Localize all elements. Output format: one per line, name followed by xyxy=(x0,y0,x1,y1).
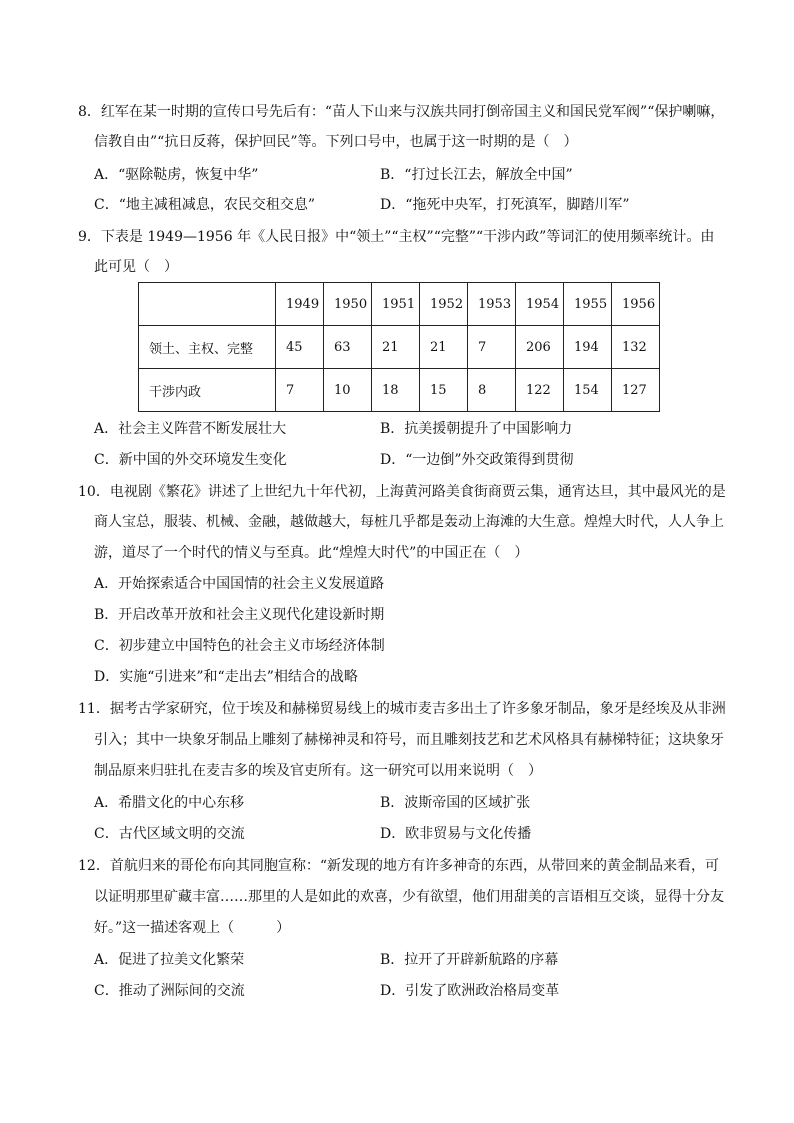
table-cell: 21 xyxy=(372,326,420,369)
table-cell: 122 xyxy=(516,369,564,412)
table-cell: 8 xyxy=(468,369,516,412)
q9-option-a: A．社会主义阵营不断发展壮大 xyxy=(94,421,287,437)
q11-option-c: C．古代区域文明的交流 xyxy=(94,826,245,842)
table-cell: 206 xyxy=(516,326,564,369)
q11-stem-line1: 11．据考古学家研究，位于埃及和赫梯贸易线上的城市麦吉多出土了许多象牙制品，象牙是经埃及从非洲 xyxy=(78,701,726,717)
q8-option-d: D．“拖死中央军，打死滇军，脚踏川军” xyxy=(380,197,630,213)
q11-option-b: B．波斯帝国的区域扩张 xyxy=(380,795,531,811)
table-cell: 15 xyxy=(420,369,468,412)
q8-stem-line1: 8．红军在某一时期的宣传口号先后有：“苗人下山来与汉族共同打倒帝国主义和国民党军阀”“保护喇嘛， xyxy=(78,104,725,120)
q11-option-d: D．欧非贸易与文化传播 xyxy=(380,826,532,842)
q10-option-c: C．初步建立中国特色的社会主义市场经济体制 xyxy=(94,638,385,654)
table-cell: 45 xyxy=(276,326,324,369)
q12-option-a: A．促进了拉美文化繁荣 xyxy=(94,952,245,968)
table-year: 1949 xyxy=(276,283,324,326)
table-year: 1956 xyxy=(612,283,660,326)
q12-option-d: D．引发了欧洲政治格局变革 xyxy=(380,983,560,999)
q8-stem-line2: 信教自由”“抗日反蒋，保护回民”等。下列口号中，也属于这一时期的是（ ） xyxy=(94,134,578,150)
q11-stem-line3: 制品原来归驻扎在麦吉多的埃及官吏所有。这一研究可以用来说明（ ） xyxy=(94,763,542,779)
q10-option-b: B．开启改革开放和社会主义现代化建设新时期 xyxy=(94,607,385,623)
table-cell: 127 xyxy=(612,369,660,412)
q8-option-b: B．“打过长江去，解放全中国” xyxy=(380,167,573,183)
table-header-row xyxy=(139,283,660,326)
table-year: 1952 xyxy=(420,283,468,326)
q12-option-b: B．拉开了开辟新航路的序幕 xyxy=(380,952,559,968)
table-cell: 194 xyxy=(564,326,612,369)
table-year: 1953 xyxy=(468,283,516,326)
q8-option-c: C．“地主减租减息，农民交租交息” xyxy=(94,197,316,213)
q9-stem-line1: 9．下表是 1949—1956 年《人民日报》中“领土”“主权”“完整”“干涉内政”等词汇的使用频率统计。由 xyxy=(78,229,715,245)
q12-option-c: C．推动了洲际间的交流 xyxy=(94,983,245,999)
q10-option-a: A．开始探索适合中国国情的社会主义发展道路 xyxy=(94,576,385,592)
q11-stem-line2: 引入；其中一块象牙制品上雕刻了赫梯神灵和符号，而且雕刻技艺和艺术风格具有赫梯特征；这块象牙 xyxy=(94,732,724,748)
q9-option-c: C．新中国的外交环境发生变化 xyxy=(94,452,287,468)
table-cell: 132 xyxy=(612,326,660,369)
q9-stem-line2: 此可见（ ） xyxy=(94,259,178,275)
q10-stem-line2: 商人宝总，服装、机械、金融，越做越大，每桩几乎都是轰动上海滩的大生意。煌煌大时代，人人争上 xyxy=(94,514,724,530)
q10-stem-line1: 10．电视剧《繁花》讲述了上世纪九十年代初，上海黄河路美食街商贾云集，通宵达旦，其中最风光的是 xyxy=(78,484,726,500)
table-header-blank xyxy=(139,283,276,326)
q11-option-a: A．希腊文化的中心东移 xyxy=(94,795,245,811)
table-cell: 18 xyxy=(372,369,420,412)
frequency-table xyxy=(138,282,660,412)
q10-option-d: D．实施“引进来”和“走出去”相结合的战略 xyxy=(94,669,358,685)
table-year: 1955 xyxy=(564,283,612,326)
q12-stem-line3: 好。”这一描述客观上（ ） xyxy=(94,920,291,936)
q8-option-a: A．“驱除鞑虏，恢复中华” xyxy=(94,167,259,183)
q9-option-b: B．抗美援朝提升了中国影响力 xyxy=(380,421,573,437)
table-row xyxy=(139,326,660,369)
table-row-label: 干涉内政 xyxy=(139,369,276,412)
table-cell: 63 xyxy=(324,326,372,369)
table-row xyxy=(139,369,660,412)
q12-stem-line2: 以证明那里矿藏丰富……那里的人是如此的欢喜，少有欲望，他们用甜美的言语相互交谈，显得十分友 xyxy=(94,889,724,905)
q12-stem-line1: 12．首航归来的哥伦布向其同胞宣称：“新发现的地方有许多神奇的东西，从带回来的黄金制品来看，可 xyxy=(78,858,719,874)
table-cell: 21 xyxy=(420,326,468,369)
table-cell: 7 xyxy=(276,369,324,412)
table-cell: 10 xyxy=(324,369,372,412)
table-cell: 154 xyxy=(564,369,612,412)
table-year: 1950 xyxy=(324,283,372,326)
table-cell: 7 xyxy=(468,326,516,369)
table-year: 1954 xyxy=(516,283,564,326)
table-row-label: 领土、主权、完整 xyxy=(139,326,276,369)
q9-option-d: D．“一边倒”外交政策得到贯彻 xyxy=(380,452,574,468)
q10-stem-line3: 游，道尽了一个时代的情义与至真。此“煌煌大时代”的中国正在（ ） xyxy=(94,545,529,561)
table-year: 1951 xyxy=(372,283,420,326)
